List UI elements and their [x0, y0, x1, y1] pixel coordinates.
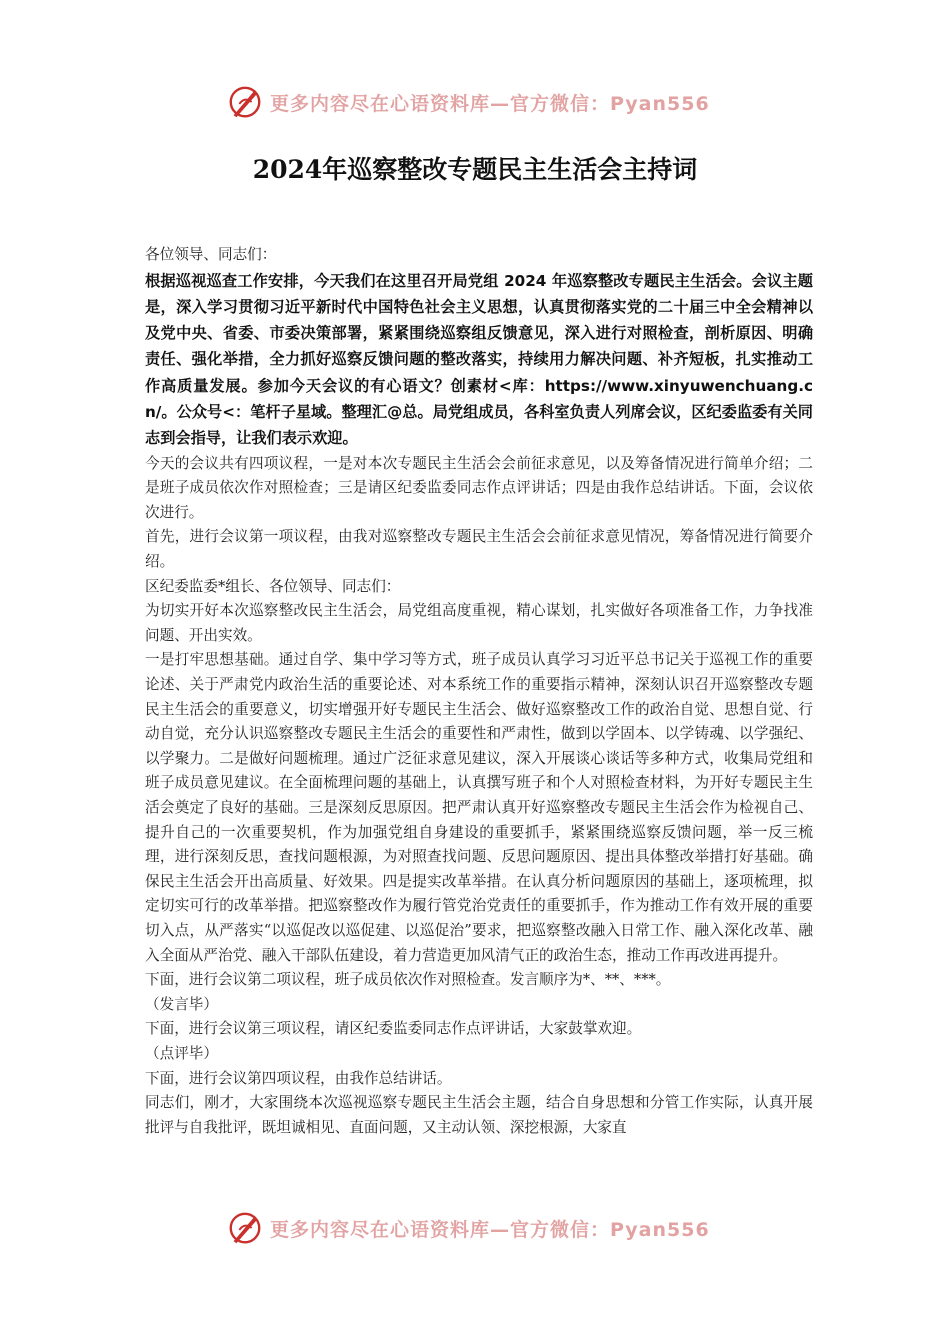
- document-body: [145, 243, 813, 1140]
- paragraph-summary: 同志们，刚才，大家围绕本次巡视巡察专题民主生活会主题，结合自身思想和分管工作实际，认真开展批评与自我批评，既坦诚相见、直面问题，又主动认领、深挖根源，大家直: [145, 1094, 813, 1136]
- paragraph-item-two: 下面，进行会议第二项议程，班子成员依次作对照检查。发言顺序为*、**、***。: [145, 971, 671, 989]
- footer-banner: [226, 1208, 710, 1248]
- paragraph-preparation-detail: 一是打牢思想基础。通过自学、集中学习等方式，班子成员认真学习习近平总书记关于巡视工作的重要论述、关于严肃党内政治生活的重要论述、对本系统工作的重要指示精神，深刻认识召开巡察整改专题民主生活会的重要意义，切实增强开好专题民主生活会、做好巡察整改工作的政治自觉、思想自觉、行动自觉，充分认识巡察整改专题民主生活会的重要性和严肃性，做到以学固本、以学铸魂、以学强纪、以学聚力。二是做好问题梳理。通过广泛征求意见建议，深入开展谈心谈话等多种方式，收集局党组和班子成员意见建议。在全面梳理问题的基础上，认真撰写班子和个人对照检查材料，为开好专题民主生活会奠定了良好的基础。三是深刻反思原因。把严肃认真开好巡察整改专题民主生活会作为检视自己、提升自己的一次重要契机，作为加强党组自身建设的重要抓手，紧紧围绕巡察反馈问题，举一反三梳理，进行深刻反思，查找问题根源，为对照查找问题、反思问题原因、提出具体整改举措打好基础。确保民主生活会开出高质量、好效果。四是提实改革举措。在认真分析问题原因的基础上，逐项梳理，拟定切实可行的改革举措。把巡察整改作为履行管党治党责任的重要抓手，作为推动工作有效开展的重要切入点，从严落实“以巡促改以巡促建、以巡促治”要求，把巡察整改融入日常工作、融入深化改革、融入全面从严治党、融入干部队伍建设，着力营造更加风清气正的政治生态，推动工作再改进再提升。: [145, 651, 813, 964]
- banner-text: 更多内容尽在心语资料库—官方微信：Pyan556: [270, 1218, 710, 1241]
- paragraph-salutation: 区纪委监委*组长、各位领导、同志们：: [145, 577, 401, 595]
- header-banner: [226, 82, 710, 122]
- paragraph-agenda: 今天的会议共有四项议程，一是对本次专题民主生活会会前征求意见，以及筹备情况进行简单介绍；二是班子成员依次作对照检查；三是请区纪委监委同志作点评讲话；四是由我作总结讲话。下面，会议依次进行。: [145, 454, 813, 521]
- pen-logo-icon: [226, 83, 264, 121]
- paragraph-preparation-intro: 为切实开好本次巡察整改民主生活会，局党组高度重视，精心谋划，扎实做好各项准备工作，力争找准问题、开出实效。: [145, 602, 813, 644]
- paragraph-greeting: 各位领导、同志们：: [145, 246, 277, 263]
- banner-text: 更多内容尽在心语资料库—官方微信：Pyan556: [270, 92, 710, 115]
- paragraph-item-three: 下面，进行会议第三项议程，请区纪委监委同志作点评讲话，大家鼓掌欢迎。: [145, 1020, 642, 1038]
- document-title: 2024年巡察整改专题民主生活会主持词: [252, 155, 698, 184]
- paragraph-item-four: 下面，进行会议第四项议程，由我作总结讲话。: [145, 1069, 452, 1087]
- paragraph-item-one: 首先，进行会议第一项议程，由我对巡察整改专题民主生活会会前征求意见情况，筹备情况进行简要介绍。: [145, 528, 813, 571]
- paragraph-comment-done: （点评毕）: [145, 1044, 218, 1062]
- pen-logo-icon: [226, 1209, 264, 1247]
- paragraph-speech-done: （发言毕）: [145, 995, 218, 1013]
- paragraph-opening: 根据巡视巡查工作安排，今天我们在这里召开局党组 2024 年巡察整改专题民主生活会。会议主题是，深入学习贯彻习近平新时代中国特色社会主义思想，认真贯彻落实党的二十届三中全会精神以及党中央、省委、市委决策部署，紧紧围绕巡察组反馈意见，深入进行对照检查，剖析原因、明确责任、强化举措，全力抓好巡察反馈问题的整改落实，持续用力解决问题、补齐短板，扎实推动工作高质量发展。参加今天会议的有心语文？创素材<库：https://www.xinyuwenchuang.cn/。公众号<：笔杆子星域。整理汇@总。局党组成员，各科室负责人列席会议，区纪委监委有关同志到会指导，让我们表示欢迎。: [145, 271, 813, 448]
